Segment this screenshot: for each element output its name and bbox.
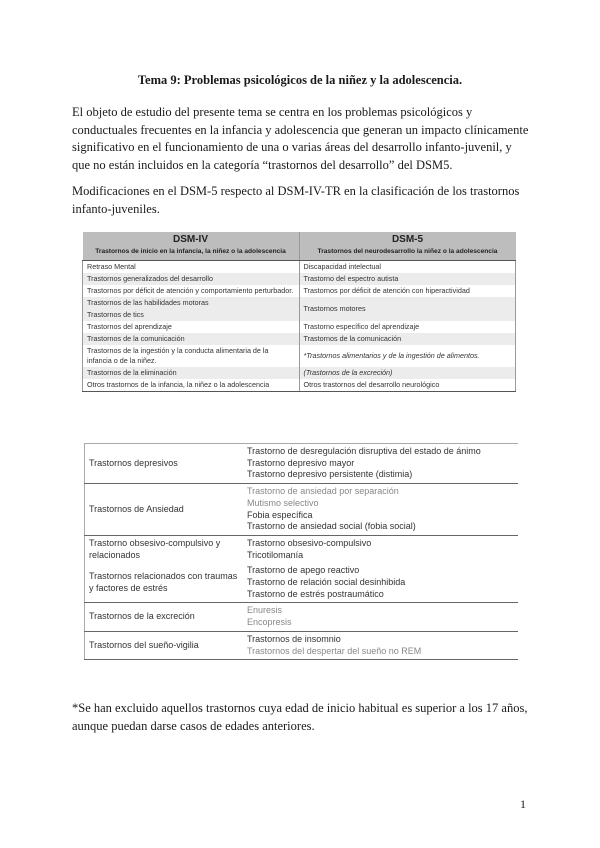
disorders-table (84, 443, 518, 660)
table-row: Trastornos depresivos Trastorno de desregulación disruptiva del estado de ánimo Trastorno depresivo mayor Trastorno depresivo persistente (distimia) (85, 444, 519, 484)
table-row: Trastorno obsesivo-compulsivo y relacionados Trastorno obsesivo-compulsivo Tricotilomanía (85, 535, 519, 563)
intro-paragraph: El objeto de estudio del presente tema se centra en los problemas psicológicos y conductuales frecuentes en la infancia y adolescencia que generan un impacto clínicamente significativo en el funcionamiento de una o varias áreas del desarrollo infanto-juvenil, y que no están incluidos en la categoría “trastornos del desarrollo” del DSM5. (72, 105, 529, 172)
footnote: *Se han excluido aquellos trastornos cuya edad de inicio habitual es superior a los 17 años, aunque puedan darse casos de edades anteriores. (72, 701, 528, 733)
table-row: Trastornos de las habilidades motoras Trastornos motores (83, 297, 516, 309)
table-row: Otros trastornos de la infancia, la niñez o la adolescencia Otros trastornos del desarrollo neurológico (83, 379, 516, 392)
table-row: Trastornos del aprendizaje Trastorno específico del aprendizaje (83, 321, 516, 333)
table-row: Trastornos por déficit de atención y comportamiento perturbador. Trastornos por déficit de atención con hiperactividad (83, 285, 516, 297)
page-title: Tema 9: Problemas psicológicos de la niñez y la adolescencia. (137, 73, 463, 87)
table-row: Trastornos de la comunicación Trastornos de la comunicación (83, 333, 516, 345)
table-row: Retraso Mental Discapacidad intelectual (83, 261, 516, 274)
modifications-paragraph: Modificaciones en el DSM-5 respecto al DSM-IV-TR en la clasificación de los trastornos infanto-juveniles. (72, 184, 520, 216)
table-row: Trastornos de la ingestión y la conducta alimentaria de la infancia o de la niñez. *Trastornos alimentarios y de la ingestión de alimentos. (83, 345, 516, 367)
dsm-iv-header: DSM-IV Trastornos de inicio en la infancia, la niñez o la adolescencia (83, 232, 300, 261)
table-row: Trastornos relacionados con traumas y factores de estrés Trastorno de apego reactivo Trastorno de relación social desinhibida Trastorno de estrés postraumático (85, 563, 519, 603)
page-number: 1 (520, 797, 526, 811)
table-row: Trastornos generalizados del desarrollo Trastorno del espectro autista (83, 273, 516, 285)
table-row: Trastornos de la eliminación (Trastornos de la excreción) (83, 367, 516, 379)
table-row: Trastornos de tics (83, 309, 516, 321)
table-row: Trastornos de la excreción Enuresis Encopresis (85, 603, 519, 631)
table-row: Trastornos del sueño-vigilia Trastornos de insomnio Trastornos del despertar del sueño no REM (85, 631, 519, 659)
dsm-5-header: DSM-5 Trastornos del neurodesarrollo la niñez o la adolescencia (299, 232, 516, 261)
dsm-comparison-table (82, 232, 516, 392)
table-row: Trastornos de Ansiedad Trastorno de ansiedad por separación Mutismo selectivo Fobia específica Trastorno de ansiedad social (fobia social) (85, 484, 519, 536)
